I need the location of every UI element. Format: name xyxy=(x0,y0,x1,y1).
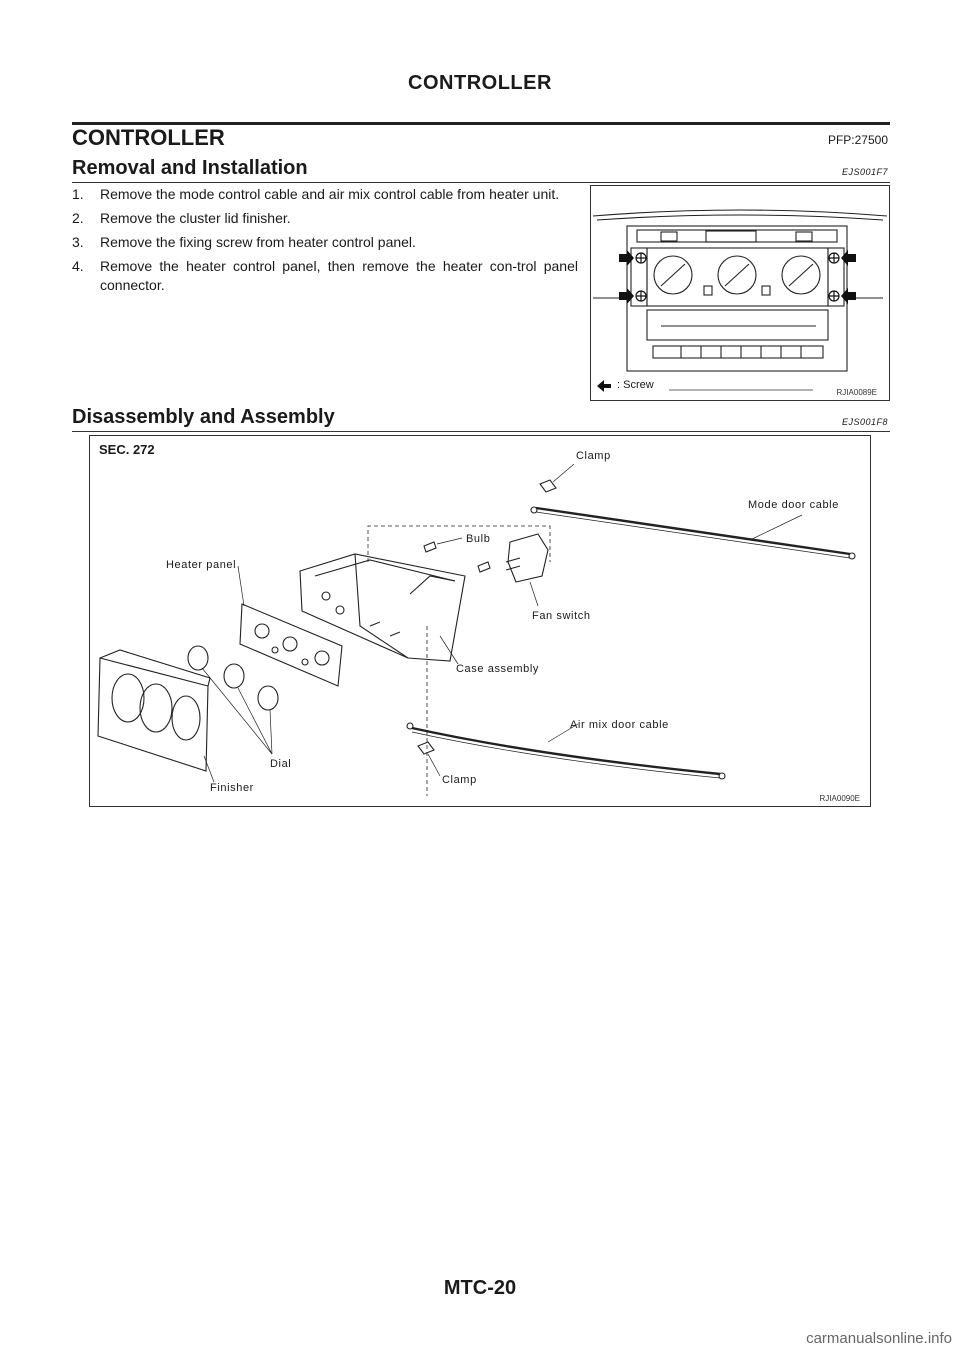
section-reference: SEC. 272 xyxy=(99,442,155,457)
section-part-code: PFP:27500 xyxy=(827,133,888,147)
figure-id: RJIA0089E xyxy=(836,388,877,397)
page-number: MTC-20 xyxy=(443,1277,517,1299)
label-bulb: Bulb xyxy=(466,533,491,545)
label-finisher: Finisher xyxy=(210,782,254,794)
label-dial: Dial xyxy=(270,758,292,770)
label-heater-panel: Heater panel xyxy=(166,559,237,571)
label-clamp-bottom: Clamp xyxy=(442,774,477,786)
label-air-mix-door-cable: Air mix door cable xyxy=(570,719,669,731)
running-header: CONTROLLER xyxy=(408,72,552,94)
exploded-view-illustration xyxy=(90,436,870,806)
screw-legend: : Screw xyxy=(617,379,654,391)
step-item: 3. Remove the fixing screw from heater control panel. xyxy=(72,234,416,250)
removal-title: Removal and Installation xyxy=(72,157,308,179)
disassembly-code: EJS001F8 xyxy=(841,417,888,427)
section-title: CONTROLLER xyxy=(72,125,225,150)
label-fan-switch: Fan switch xyxy=(532,610,591,622)
label-mode-door-cable: Mode door cable xyxy=(748,499,839,511)
removal-figure xyxy=(590,185,890,401)
step-item: 4. Remove the heater control panel, then remove the heater con-trol panel connector. xyxy=(72,258,578,293)
removal-steps xyxy=(72,185,578,300)
watermark: carmanualsonline.info xyxy=(806,1330,952,1347)
removal-code: EJS001F7 xyxy=(841,167,888,177)
disassembly-figure xyxy=(89,435,871,807)
label-case-assembly: Case assembly xyxy=(456,663,539,675)
step-item: 2. Remove the cluster lid finisher. xyxy=(72,210,291,226)
step-item: 1. Remove the mode control cable and air mix control cable from heater unit. xyxy=(72,186,560,202)
disassembly-rule xyxy=(72,431,890,432)
figure-id: RJIA0090E xyxy=(819,794,860,803)
label-clamp-top: Clamp xyxy=(576,450,611,462)
disassembly-title: Disassembly and Assembly xyxy=(72,406,335,428)
removal-rule xyxy=(72,182,890,183)
dashboard-illustration xyxy=(591,186,889,400)
